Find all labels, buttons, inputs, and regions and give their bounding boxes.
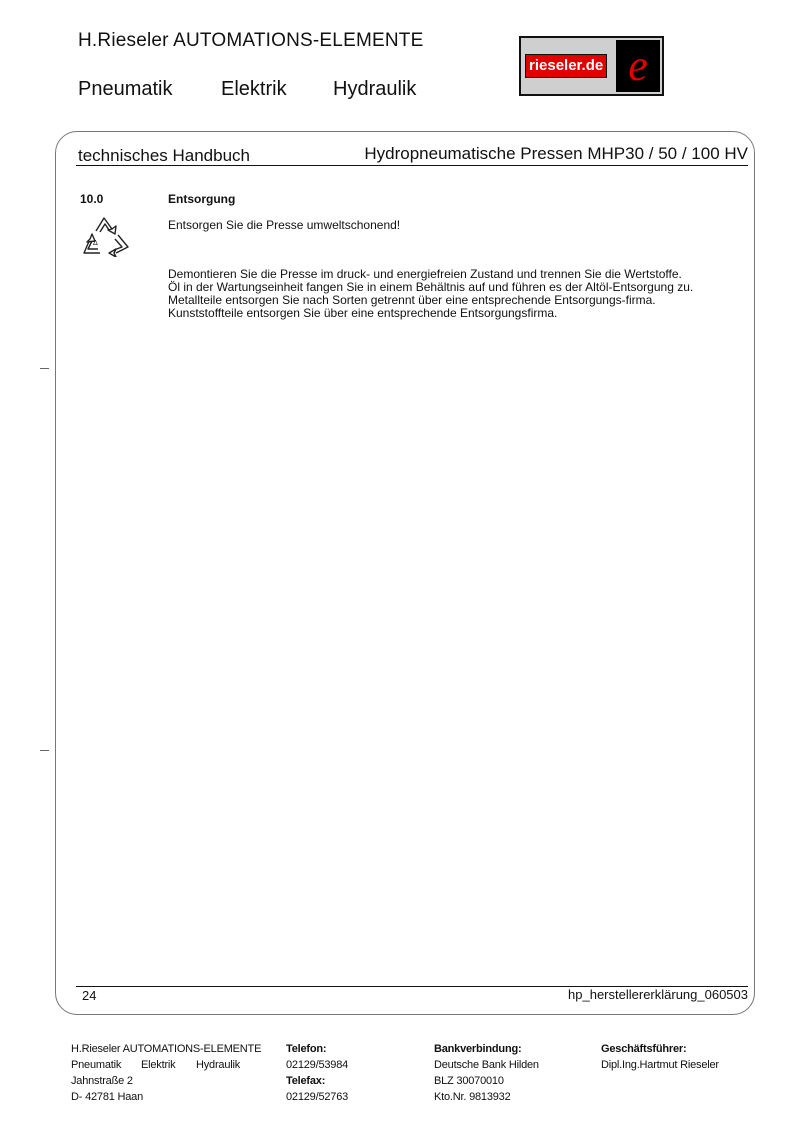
- footer-management: [601, 1041, 719, 1073]
- phone-number: 02129/53984: [286, 1059, 349, 1071]
- footer-bank: [434, 1041, 539, 1105]
- paragraph-dismantle: Demontieren Sie die Presse im druck- und energiefreien Zustand und trennen Sie die Wertstoffe.: [168, 267, 682, 281]
- account-number: Kto.Nr. 9813932: [434, 1091, 511, 1103]
- footer-city: D- 42781 Haan: [71, 1091, 144, 1103]
- product-title: Hydropneumatische Pressen MHP30 / 50 / 100 HV: [364, 144, 748, 163]
- division-pneumatik: Pneumatik: [78, 78, 173, 100]
- footer-address: [71, 1041, 261, 1105]
- page-number: 24: [82, 988, 97, 1003]
- footer-street: Jahnstraße 2: [71, 1075, 133, 1087]
- punch-mark-top: [40, 368, 49, 369]
- ceo-label: Geschäftsführer:: [601, 1043, 687, 1055]
- svg-text:Δ: Δ: [93, 239, 98, 247]
- paragraph-metal: Metallteile entsorgen Sie nach Sorten getrennt über eine entsprechende Entsorgungs-firma.: [168, 293, 656, 307]
- paragraph-plastic: Kunststoffteile entsorgen Sie über eine entsprechende Entsorgungsfirma.: [168, 306, 558, 320]
- footer-company: H.Rieseler AUTOMATIONS-ELEMENTE: [71, 1043, 262, 1055]
- disposal-instructions: [168, 268, 738, 320]
- footer-division-elektrik: Elektrik: [141, 1059, 176, 1071]
- paragraph-oil: Öl in der Wartungseinheit fangen Sie in einem Behältnis auf und führen es der Altöl-Entsorgung zu.: [168, 280, 694, 294]
- logo-text: rieseler.de: [525, 54, 607, 78]
- section-title: Entsorgung: [168, 192, 236, 206]
- footer-division-hydraulik: Hydraulik: [196, 1059, 241, 1071]
- logo-mark: [616, 40, 660, 92]
- bank-code: BLZ 30070010: [434, 1075, 504, 1087]
- company-name: H.Rieseler AUTOMATIONS-ELEMENTE: [78, 30, 424, 51]
- bank-label: Bankverbindung:: [434, 1043, 522, 1055]
- company-logo: [519, 36, 664, 96]
- footer-contact: [286, 1041, 348, 1105]
- intro-text: Entsorgen Sie die Presse umweltschonend!: [168, 218, 401, 232]
- phone-label: Telefon:: [286, 1043, 327, 1055]
- header-rule: [76, 165, 748, 166]
- recycle-icon: [78, 215, 132, 257]
- manual-title: technisches Handbuch: [78, 146, 251, 165]
- punch-mark-bottom: [40, 750, 49, 751]
- document-id: hp_herstellererklärung_060503: [568, 987, 748, 1002]
- division-hydraulik: Hydraulik: [333, 78, 417, 100]
- footer-division-pneumatik: Pneumatik: [71, 1059, 122, 1071]
- section-number: 10.0: [80, 192, 104, 206]
- ceo-name: Dipl.Ing.Hartmut Rieseler: [601, 1059, 719, 1071]
- page-frame: [55, 131, 755, 1015]
- fax-label: Telefax:: [286, 1075, 326, 1087]
- bank-name: Deutsche Bank Hilden: [434, 1059, 539, 1071]
- division-elektrik: Elektrik: [221, 78, 287, 100]
- fax-number: 02129/52763: [286, 1091, 349, 1103]
- logo-e-glyph: e: [628, 41, 648, 90]
- footer-divisions: [71, 1057, 261, 1073]
